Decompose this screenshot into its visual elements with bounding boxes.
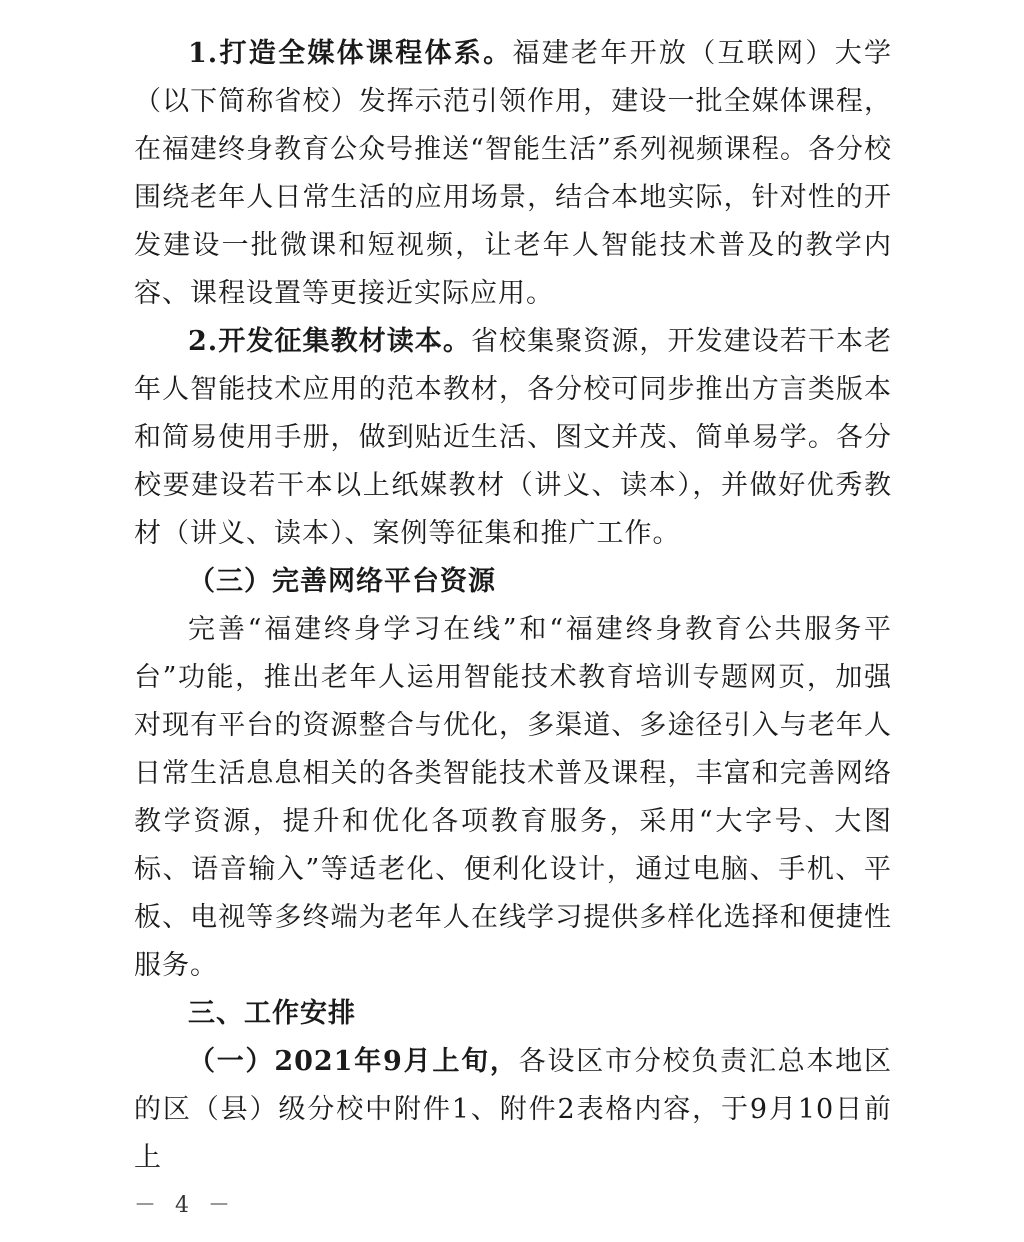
chapter-heading-work-schedule: 三、工作安排: [188, 998, 356, 1029]
paragraph-lead: 2.开发征集教材读本。: [188, 326, 471, 357]
paragraph-body: 省校集聚资源，开发建设若干本老年人智能技术应用的范本教材，各分校可同步推出方言类版本和简易使用手册，做到贴近生活、图文并茂、简单易学。各分校要建设若干本以上纸媒教材（讲义、读本），并做好优秀教材（讲义、读本）、案例等征集和推广工作。: [134, 326, 893, 549]
paragraph-full-media-courses: [134, 30, 892, 318]
paragraph-body: 福建老年开放（互联网）大学（以下简称省校）发挥示范引领作用，建设一批全媒体课程，在福建终身教育公众号推送“智能生活”系列视频课程。各分校围绕老年人日常生活的应用场景，结合本地实际，针对性的开发建设一批微课和短视频，让老年人智能技术普及的教学内容、课程设置等更接近实际应用。: [134, 38, 893, 309]
page-number: － 4 －: [134, 1193, 236, 1218]
paragraph-lead: （一）2021年9月上旬，: [188, 1046, 519, 1077]
section-heading-network-platform: （三）完善网络平台资源: [188, 566, 496, 597]
paragraph-body: 各设区市分校负责汇总本地区的区（县）级分校中附件1、附件2表格内容，于9月10日前上: [134, 1046, 893, 1173]
document-body: [134, 30, 892, 1182]
paragraph-textbooks: [134, 318, 892, 558]
paragraph-network-platform: 完善“福建终身学习在线”和“福建终身教育公共服务平台”功能，推出老年人运用智能技术教育培训专题网页，加强对现有平台的资源整合与优化，多渠道、多途径引入与老年人日常生活息息相关的各类智能技术普及课程，丰富和完善网络教学资源，提升和优化各项教育服务，采用“大字号、大图标、语音输入”等适老化、便利化设计，通过电脑、手机、平板、电视等多终端为老年人在线学习提供多样化选择和便捷性服务。: [134, 614, 892, 981]
paragraph-schedule-item-1: [134, 1038, 892, 1182]
paragraph-lead: 1.打造全媒体课程体系。: [188, 38, 513, 69]
